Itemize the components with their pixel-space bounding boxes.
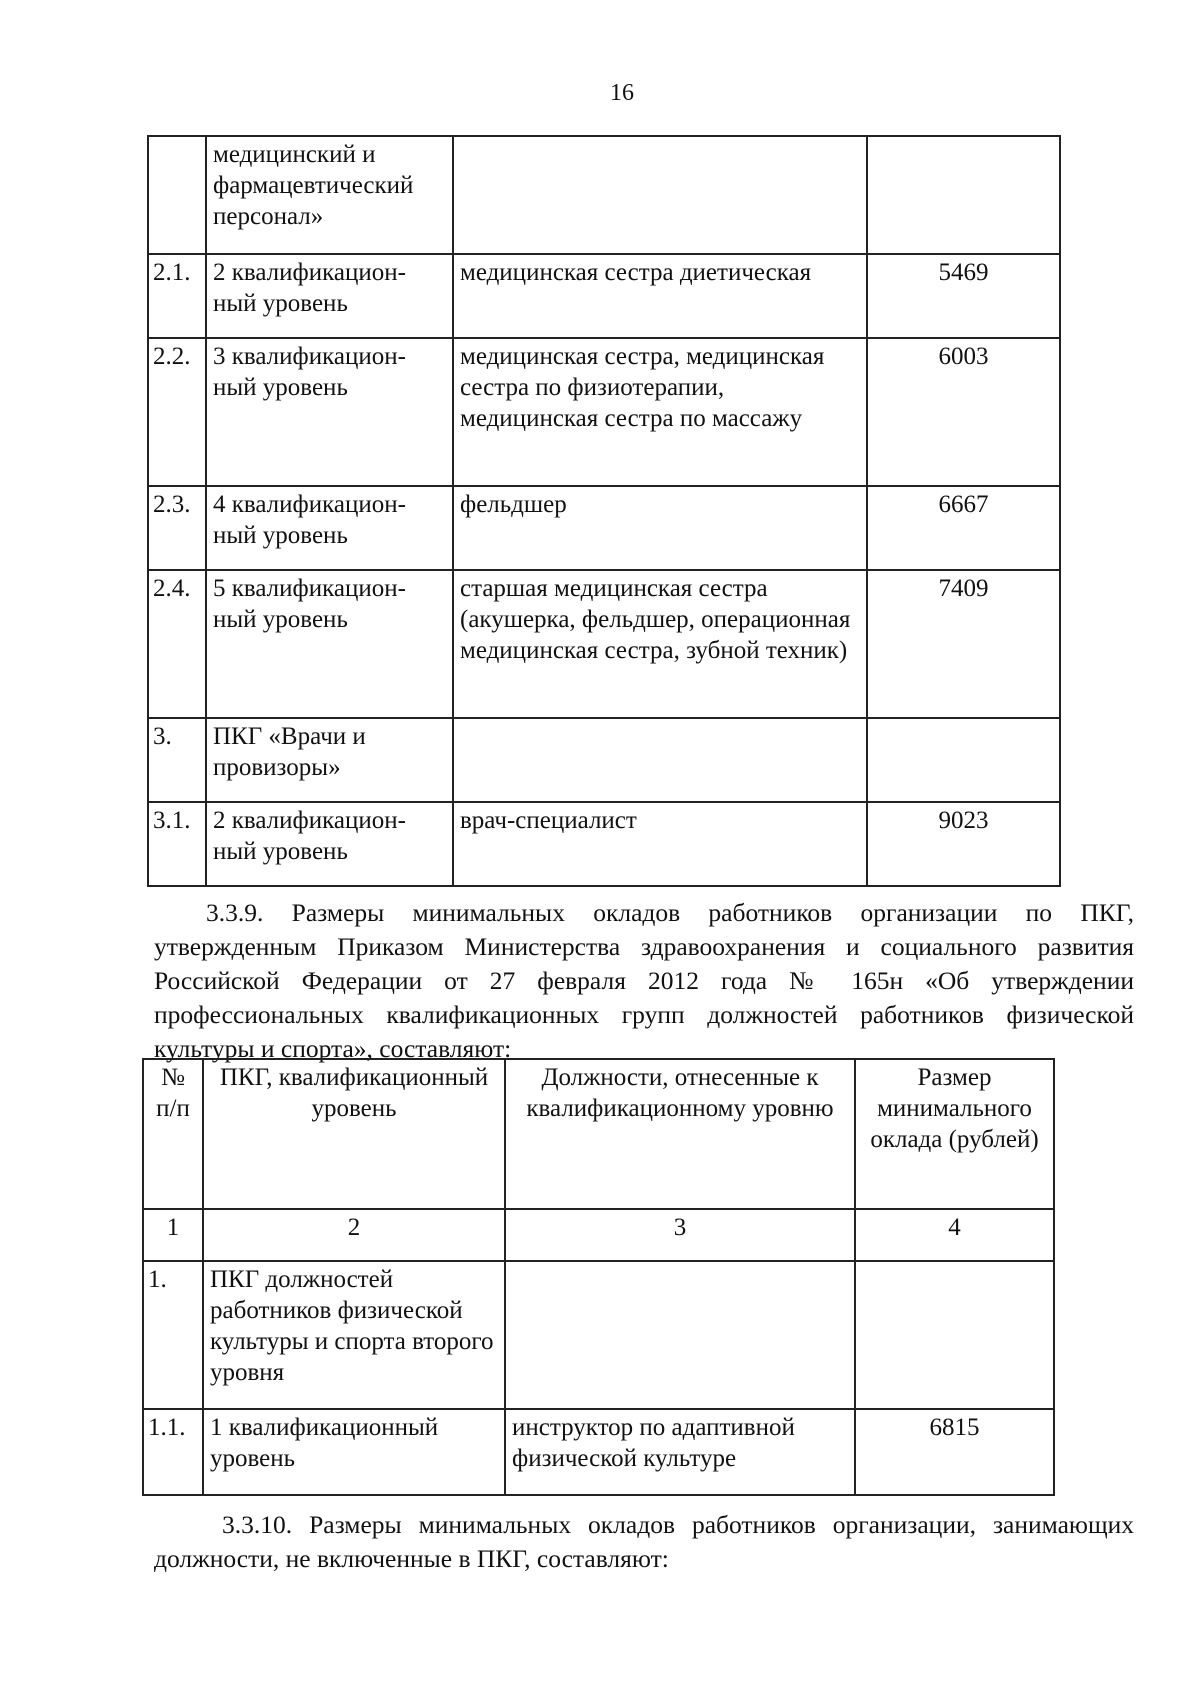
minimum-salary: 7409 bbox=[867, 570, 1060, 718]
row-number: 2.4. bbox=[148, 570, 206, 718]
positions: старшая медицинская сестра (акушерка, фельдшер, операционная медицинская сестра, зубной техник) bbox=[453, 570, 867, 718]
minimum-salary bbox=[855, 1261, 1054, 1409]
table-row bbox=[148, 338, 1060, 486]
table-header-row bbox=[143, 1059, 1054, 1209]
row-number: 3.1. bbox=[148, 802, 206, 886]
paragraph-3-3-9 bbox=[154, 896, 1134, 1066]
positions: фельдшер bbox=[453, 486, 867, 570]
minimum-salary: 5469 bbox=[867, 254, 1060, 338]
paragraph-3-3-10-text: 3.3.10. Размеры минимальных окладов работников организации, занимающих должности, не включенные в ПКГ, составляют: bbox=[154, 1510, 1134, 1573]
header-number: № п/п bbox=[143, 1059, 203, 1209]
minimum-salary: 6003 bbox=[867, 338, 1060, 486]
salary-table-medical bbox=[147, 135, 1061, 887]
positions: медицинская сестра диетическая bbox=[453, 254, 867, 338]
table-row bbox=[148, 136, 1060, 254]
table-row bbox=[143, 1261, 1054, 1409]
column-number: 1 bbox=[143, 1209, 203, 1261]
salary-table-sport bbox=[142, 1058, 1055, 1496]
qualification-level: ПКГ «Врачи и провизоры» bbox=[206, 718, 453, 802]
column-number: 4 bbox=[855, 1209, 1054, 1261]
row-number: 1. bbox=[143, 1261, 203, 1409]
qualification-level: 2 квалификацион-ный уровень bbox=[206, 254, 453, 338]
minimum-salary: 9023 bbox=[867, 802, 1060, 886]
page-number: 16 bbox=[610, 80, 634, 106]
qualification-level: 5 квалификацион-ный уровень bbox=[206, 570, 453, 718]
table-row bbox=[148, 802, 1060, 886]
table-row bbox=[148, 718, 1060, 802]
column-number-row bbox=[143, 1209, 1054, 1261]
minimum-salary bbox=[867, 718, 1060, 802]
row-number bbox=[148, 136, 206, 254]
table-row bbox=[143, 1409, 1054, 1495]
positions bbox=[505, 1261, 855, 1409]
positions: медицинская сестра, медицинская сестра по физиотерапии, медицинская сестра по массажу bbox=[453, 338, 867, 486]
column-number: 3 bbox=[505, 1209, 855, 1261]
qualification-level: 2 квалификацион-ный уровень bbox=[206, 802, 453, 886]
header-positions: Должности, отнесенные к квалификационному уровню bbox=[505, 1059, 855, 1209]
qualification-level: 1 квалификационный уровень bbox=[203, 1409, 505, 1495]
positions bbox=[453, 718, 867, 802]
row-number: 2.1. bbox=[148, 254, 206, 338]
paragraph-3-3-10 bbox=[154, 1508, 1134, 1576]
qualification-level: 4 квалификацион-ный уровень bbox=[206, 486, 453, 570]
column-number: 2 bbox=[203, 1209, 505, 1261]
table-row bbox=[148, 254, 1060, 338]
paragraph-3-3-9-text: 3.3.9. Размеры минимальных окладов работников организации по ПКГ, утвержденным Приказом Министерства здравоохранения и социального развития Российской Федерации от 27 февраля 2012 года № 165н «Об утверждении профессиональных квалификационных групп должностей работников физической культуры и спорта», составляют: bbox=[154, 898, 1134, 1063]
minimum-salary bbox=[867, 136, 1060, 254]
row-number: 3. bbox=[148, 718, 206, 802]
qualification-level: 3 квалификацион-ный уровень bbox=[206, 338, 453, 486]
row-number: 1.1. bbox=[143, 1409, 203, 1495]
minimum-salary: 6667 bbox=[867, 486, 1060, 570]
row-number: 2.3. bbox=[148, 486, 206, 570]
qualification-level: медицинский и фармацевтический персонал» bbox=[206, 136, 453, 254]
minimum-salary: 6815 bbox=[855, 1409, 1054, 1495]
table-row bbox=[148, 570, 1060, 718]
header-qualification-level: ПКГ, квалификационный уровень bbox=[203, 1059, 505, 1209]
positions bbox=[453, 136, 867, 254]
qualification-level: ПКГ должностей работников физической культуры и спорта второго уровня bbox=[203, 1261, 505, 1409]
row-number: 2.2. bbox=[148, 338, 206, 486]
header-minimum-salary: Размер минимального оклада (рублей) bbox=[855, 1059, 1054, 1209]
positions: инструктор по адаптивной физической культуре bbox=[505, 1409, 855, 1495]
table-row bbox=[148, 486, 1060, 570]
positions: врач-специалист bbox=[453, 802, 867, 886]
